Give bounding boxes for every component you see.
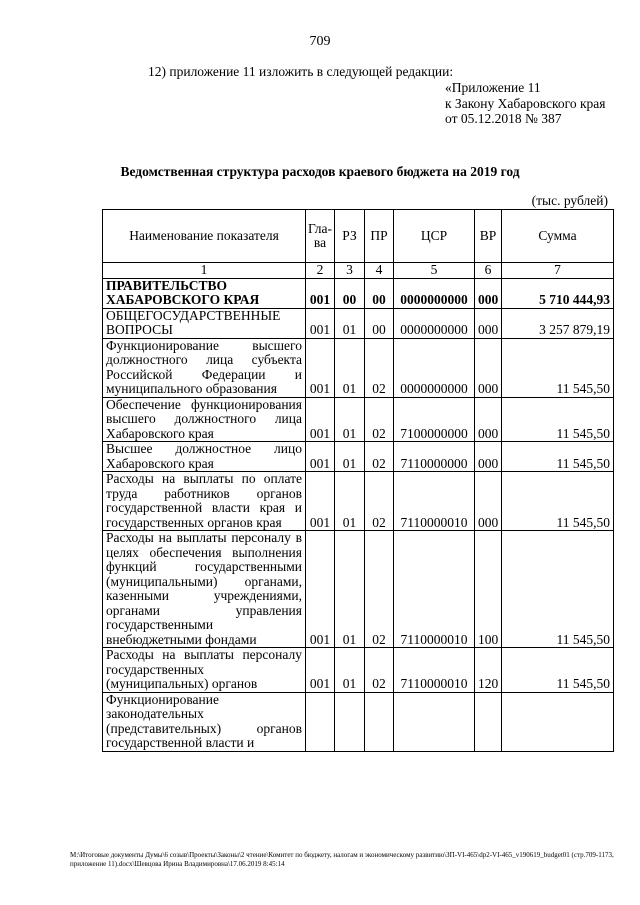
row-name: ОБЩЕГОСУДАРСТВЕННЫЕ ВОПРОСЫ [103,308,306,338]
row-glava: 001 [306,648,335,693]
row-pr: 02 [365,472,394,531]
row-sum: 11 545,50 [502,531,614,648]
row-csr: 0000000000 [394,308,475,338]
row-rz: 01 [335,442,365,472]
row-pr: 02 [365,442,394,472]
row-glava [306,692,335,751]
header-name: Наименование показателя [103,210,306,263]
units-label: (тыс. рублей) [531,193,608,208]
table-row [103,308,614,338]
page-number: 709 [309,34,331,49]
row-pr: 02 [365,397,394,442]
row-glava: 001 [306,308,335,338]
row-vr: 000 [475,308,502,338]
row-csr: 7110000000 [394,442,475,472]
table-row [103,648,614,693]
row-sum: 5 710 444,93 [502,278,614,308]
header-rz: РЗ [335,210,365,263]
table-header-row [103,210,614,263]
appendix-reference [445,80,606,127]
row-glava: 001 [306,472,335,531]
row-rz: 01 [335,308,365,338]
row-sum: 11 545,50 [502,338,614,397]
row-name: ПРАВИТЕЛЬСТВО ХАБАРОВСКОГО КРАЯ [103,278,306,308]
row-pr [365,692,394,751]
row-csr: 0000000000 [394,278,475,308]
table-row [103,692,614,751]
row-pr: 00 [365,278,394,308]
row-vr: 000 [475,278,502,308]
header-sum: Сумма [502,210,614,263]
row-glava: 001 [306,338,335,397]
row-pr: 02 [365,338,394,397]
document-title: Ведомственная структура расходов краевого бюджета на 2019 год [120,164,520,179]
table-row [103,442,614,472]
row-pr: 02 [365,531,394,648]
row-rz: 01 [335,338,365,397]
row-pr: 00 [365,308,394,338]
column-number: 1 [103,263,306,279]
row-name: Расходы на выплаты персоналу в целях обеспечения выполнения функций государственными (муниципальными) органами, казенными учреждениями, органами управления государственными внебюджетными фондами [103,531,306,648]
intro-line: 12) приложение 11 изложить в следующей редакции: [148,64,454,79]
row-rz: 01 [335,648,365,693]
row-glava: 001 [306,278,335,308]
header-vr: ВР [475,210,502,263]
file-path-footer: М:\Итоговые документы Думы\6 созыв\Проекты\Законы\2 чтение\Комитет по бюджету, налогам и экономическому развитию\ЗП-VI-465\dp2-VI-465_v190619_budget01 (стр.709-1173, приложение 11).docx\Шевцова Ирина Владимировна\17.06.2019 8:45:14 [70,851,614,868]
row-vr: 000 [475,472,502,531]
row-vr: 000 [475,397,502,442]
row-pr: 02 [365,648,394,693]
appendix-line-3: от 05.12.2018 № 387 [445,111,562,126]
row-rz: 01 [335,531,365,648]
appendix-line-1: «Приложение 11 [445,80,541,95]
column-number: 2 [306,263,335,279]
row-name: Расходы на выплаты персоналу государственных (муниципальных) органов [103,648,306,693]
column-numbers-row [103,263,614,279]
row-csr: 7110000010 [394,531,475,648]
column-number: 7 [502,263,614,279]
table-row [103,472,614,531]
row-glava: 001 [306,531,335,648]
header-glava: Гла-ва [306,210,335,263]
row-glava: 001 [306,397,335,442]
row-sum [502,692,614,751]
column-number: 4 [365,263,394,279]
appendix-line-2: к Закону Хабаровского края [445,95,606,111]
column-number: 5 [394,263,475,279]
row-rz [335,692,365,751]
column-number: 6 [475,263,502,279]
row-rz: 00 [335,278,365,308]
row-name: Обеспечение функционирования высшего должностного лица Хабаровского края [103,397,306,442]
row-csr [394,692,475,751]
table-row [103,278,614,308]
row-vr: 000 [475,338,502,397]
row-sum: 11 545,50 [502,648,614,693]
row-name: Расходы на выплаты по оплате труда работников органов государственной власти края и государственных органов края [103,472,306,531]
row-rz: 01 [335,397,365,442]
row-vr: 000 [475,442,502,472]
row-glava: 001 [306,442,335,472]
row-csr: 0000000000 [394,338,475,397]
row-sum: 11 545,50 [502,397,614,442]
row-csr: 7100000000 [394,397,475,442]
table-row [103,531,614,648]
column-number: 3 [335,263,365,279]
budget-table [102,209,614,752]
row-vr: 120 [475,648,502,693]
header-csr: ЦСР [394,210,475,263]
row-name: Высшее должностное лицо Хабаровского края [103,442,306,472]
row-csr: 7110000010 [394,472,475,531]
row-vr [475,692,502,751]
table-row [103,338,614,397]
table-row [103,397,614,442]
row-name: Функционирование высшего должностного лица субъекта Российской Федерации и муниципального образования [103,338,306,397]
row-rz: 01 [335,472,365,531]
row-sum: 3 257 879,19 [502,308,614,338]
row-sum: 11 545,50 [502,472,614,531]
row-sum: 11 545,50 [502,442,614,472]
header-pr: ПР [365,210,394,263]
row-vr: 100 [475,531,502,648]
row-name: Функционирование законодательных (представительных) органов государственной власти и [103,692,306,751]
row-csr: 7110000010 [394,648,475,693]
